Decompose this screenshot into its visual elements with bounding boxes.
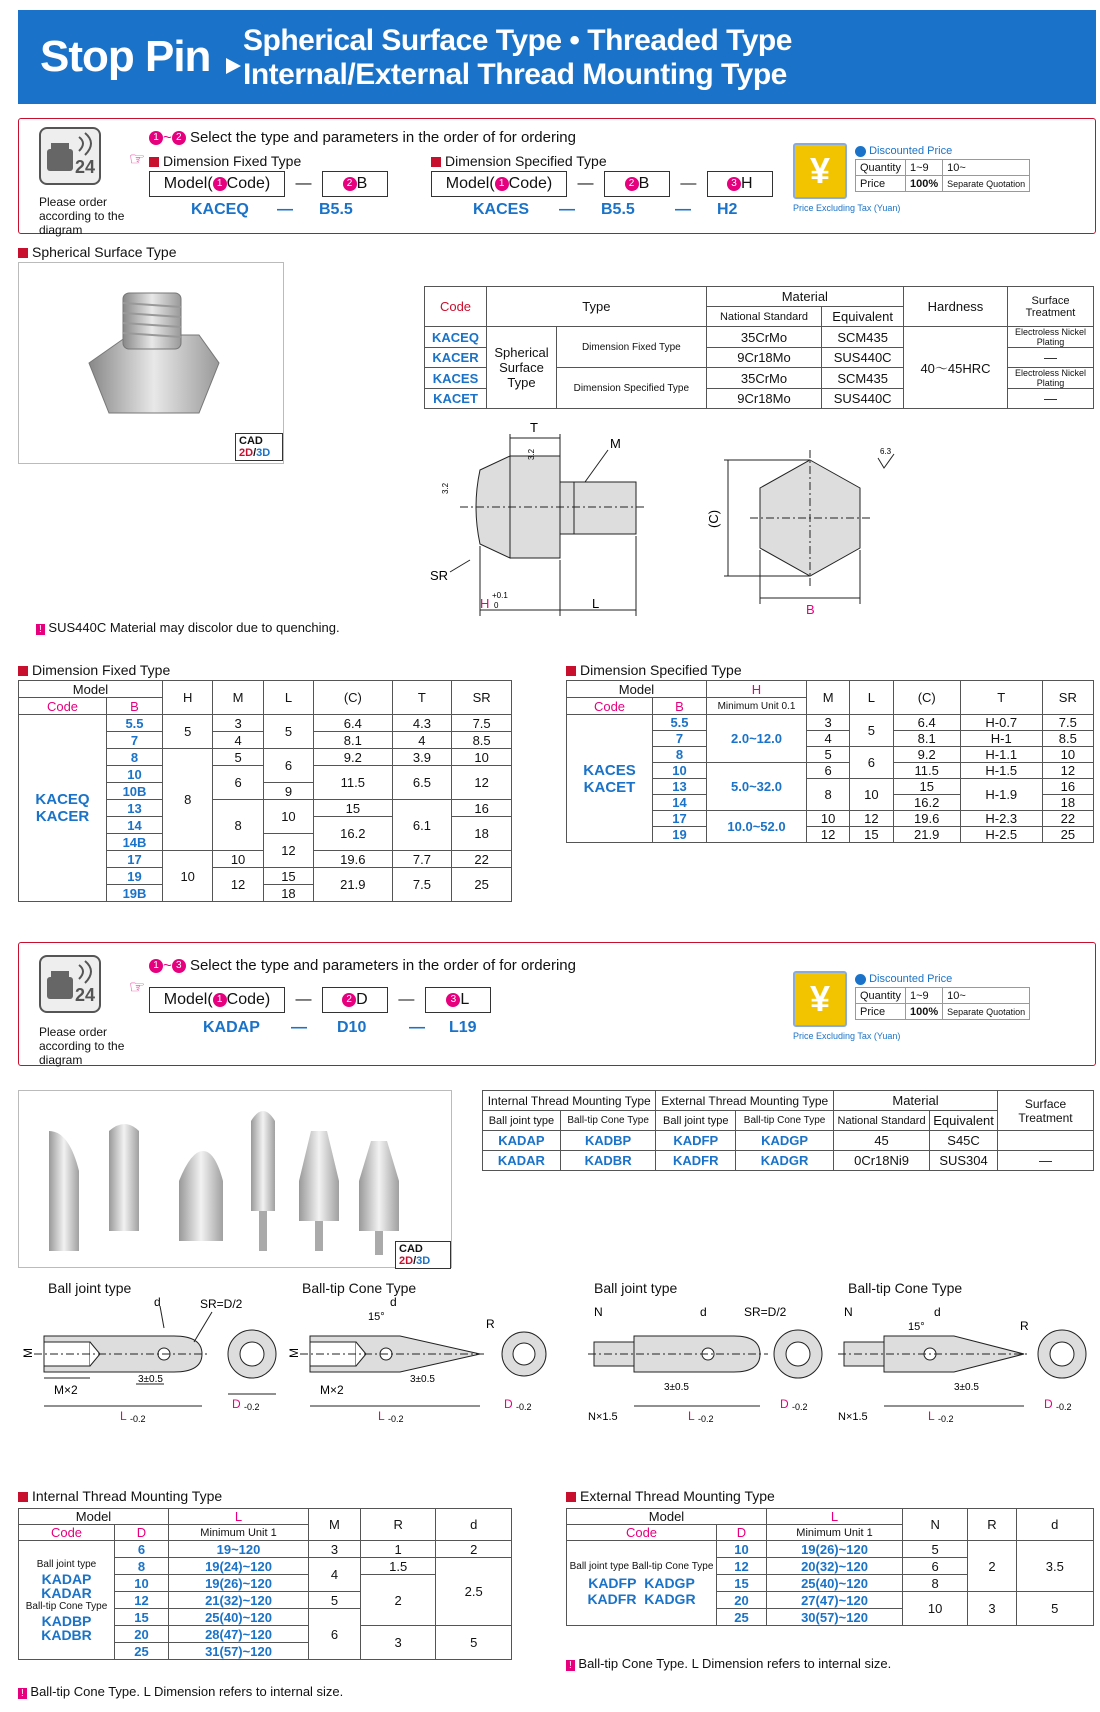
external-note: ! Ball-tip Cone Type. L Dimension refers to internal size. (566, 1656, 891, 1671)
svg-text:24: 24 (75, 985, 96, 1005)
code-kaceq[interactable]: KACEQ (425, 327, 487, 348)
svg-text:M×2: M×2 (320, 1383, 344, 1397)
svg-text:(C): (C) (706, 509, 721, 528)
svg-text:-0.2: -0.2 (698, 1414, 714, 1424)
b-param-box: 2 B (322, 171, 388, 197)
example-fixed-code: KACEQ (191, 201, 249, 218)
section-title-specified: Dimension Specified Type (566, 662, 742, 678)
spherical-note: ! SUS440C Material may discolor due to quenching. (36, 620, 340, 635)
svg-text:N: N (594, 1305, 603, 1319)
example-fixed-b: B5.5 (319, 201, 353, 218)
caption-ball-joint-ext: Ball joint type (594, 1280, 678, 1296)
page-title: Stop Pin (40, 32, 211, 81)
svg-text:0: 0 (494, 601, 499, 610)
order-instruction: 1 ~ 2 Select the type and parameters in the order of for ordering (149, 129, 576, 146)
page-subtitle: Spherical Surface Type • Threaded Type Internal/External Thread Mounting Type (243, 24, 792, 91)
code-kaces-link[interactable]: KACES (583, 761, 636, 779)
svg-text:R: R (486, 1317, 495, 1331)
svg-text:-0.2: -0.2 (1056, 1402, 1072, 1412)
phone-24h-icon (39, 127, 101, 185)
thread-pins-image (19, 1091, 453, 1269)
svg-text:D: D (232, 1397, 241, 1411)
svg-text:-0.2: -0.2 (130, 1414, 146, 1424)
info-icon: ! (36, 624, 45, 635)
discount-table-2: Quantity 1~9 10~ Price 100% Separate Quotation (855, 987, 1030, 1020)
code-kaces[interactable]: KACES (425, 368, 487, 389)
caption-ball-joint-int: Ball joint type (48, 1280, 132, 1296)
yen-icon: ¥ (793, 143, 847, 199)
svg-text:SR=D/2: SR=D/2 (200, 1297, 243, 1311)
svg-text:-0.2: -0.2 (388, 1414, 404, 1424)
svg-text:R: R (1020, 1319, 1029, 1333)
code-kacer[interactable]: KACER (425, 348, 487, 368)
price-note: Price Excluding Tax (Yuan) (793, 203, 901, 213)
svg-text:D: D (1044, 1397, 1053, 1411)
svg-text:24: 24 (75, 157, 96, 177)
svg-text:M: M (610, 436, 621, 451)
product-photo-spherical (18, 262, 284, 464)
svg-text:15°: 15° (368, 1311, 385, 1323)
code-kacer-link[interactable]: KACER (35, 808, 90, 825)
svg-text:-0.2: -0.2 (244, 1402, 260, 1412)
order-hint: Please order according to the diagram (39, 195, 125, 237)
svg-text:d: d (390, 1295, 397, 1309)
svg-text:T: T (530, 420, 538, 435)
svg-text:N: N (844, 1305, 853, 1319)
svg-text:+0.1: +0.1 (492, 591, 508, 600)
svg-text:3±0.5: 3±0.5 (954, 1382, 979, 1393)
caption-cone-int: Ball-tip Cone Type (302, 1280, 417, 1296)
fixed-model-boxes: Model( 1 Code) — 2 B (149, 171, 409, 197)
arrow-right-icon (226, 58, 241, 74)
svg-text:L: L (592, 596, 600, 611)
svg-text:L: L (928, 1409, 935, 1423)
specified-type-table: Model H M L (C) T SR Code B Minimum Unit 0.1 KACES KACET 5.5 2.0~12.0 3 5 6.4 H-0.7 7.5 7 4 8.1 H-1 8.5 8 5 6 9.2 H-1.1 10 10 5.0~32.0 6 11.5 H-1.5 12 13 8 10 15 H-1.9 16 14 16.2 18 17 10.0~52.0 10 12 19.6 H-2.3 22 19 12 15 21.9 H-2.5 25 (566, 680, 1094, 843)
example-spec-code: KACES (473, 201, 530, 218)
order-box-2: 24 Please order according to the diagram ☞ 1 ~ 3 Select the type and parameters in the order of for ordering Model( 1 Code) — 2 D — 3 L KADAP — D10 — L19 ¥ Discounted Price Quantity 1~9 10~ Price 100% Separate Quotation Price Excluding Tax (Yuan) (18, 942, 1096, 1066)
svg-text:3±0.5: 3±0.5 (664, 1382, 689, 1393)
svg-text:H: H (480, 596, 490, 611)
phone-24h-icon-2 (39, 955, 101, 1013)
specified-type-label: Dimension Specified Type (431, 153, 607, 169)
svg-text:B: B (806, 602, 815, 617)
svg-text:-0.2: -0.2 (938, 1414, 954, 1424)
step-2-badge: 2 (172, 131, 186, 145)
spherical-side-drawing (420, 420, 650, 630)
drawing-ext-ball (584, 1298, 844, 1428)
fixed-type-label: Dimension Fixed Type (149, 153, 301, 169)
section-title-internal: Internal Thread Mounting Type (18, 1488, 222, 1504)
code-kacet-link[interactable]: KACET (583, 778, 636, 796)
svg-text:15°: 15° (908, 1321, 925, 1333)
spherical-hex-drawing (700, 440, 920, 620)
spec-model-boxes: Model( 1 Code) — 2 B — 3 H (431, 171, 791, 197)
svg-text:SR=D/2: SR=D/2 (744, 1305, 787, 1319)
product-photo-thread (18, 1090, 452, 1268)
svg-text:3.2: 3.2 (441, 482, 450, 494)
order-box-1: 24 Please order according to the diagram ☞ 1 ~ 2 Select the type and parameters in the order of for ordering Dimension Fixed Type Dimension Specified Type Model( 1 Code) — 2 B KACEQ — B5.5 Model( 1 Code) — 2 B — 3 H KACES — B5.5 — H2 ¥ Discounted Price Quantity 1~9 10~ Price 100% Separate Quotation Price Excluding Tax (Yuan) (18, 118, 1096, 234)
fixed-type-table: Model H M L (C) T SR Code B KACEQ KACER 5.5 5 3 5 6.4 4.3 7.5 7 4 8.1 4 8.5 8 8 5 6 9.2 3.9 10 10 6 11.5 6.5 12 10B 9 13 8 10 15 6.1 16 14 16.2 18 14B 12 17 10 10 19.6 7.7 22 19 12 15 21.9 7.5 25 19B 18 (18, 680, 512, 902)
svg-text:D: D (780, 1397, 789, 1411)
model-code-box: Model( 1 Code) (149, 171, 285, 197)
cad-badge-2[interactable]: CAD 2D/3D (395, 1241, 451, 1269)
thread-material-table: Internal Thread Mounting Type External Thread Mounting Type Material Surface Treatment Ball joint type Ball-tip Cone Type Ball joint type Ball-tip Cone Type National Standard Equivalent KADAP KADBP KADFP KADGP 45 S45C KADAR KADBR KADFR KADGR 0Cr18Ni9 SUS304 — (482, 1090, 1094, 1171)
yen-icon-2: ¥ (793, 971, 847, 1027)
svg-text:3±0.5: 3±0.5 (410, 1374, 435, 1385)
info-icon-3: ! (566, 1660, 575, 1671)
svg-text:d: d (934, 1305, 941, 1319)
svg-text:L: L (120, 1409, 127, 1423)
spherical-material-table: Code Type Material Hardness Surface Treatment National Standard Equivalent KACEQ Spherical Surface Type Dimension Fixed Type 35CrMo SCM435 40～45HRC Electroless Nickel Plating KACER 9Cr18Mo SUS440C — KACES Dimension Specified Type 35CrMo SCM435 Electroless Nickel Plating KACET 9Cr18Mo SUS440C — (424, 286, 1094, 409)
section-title-fixed: Dimension Fixed Type (18, 662, 170, 678)
section-title-spherical: Spherical Surface Type (18, 244, 177, 260)
svg-text:M: M (21, 1348, 35, 1358)
drawing-ext-cone (834, 1298, 1096, 1428)
pointing-hand-icon: ☞ (129, 149, 146, 169)
info-icon-2: ! (18, 1688, 27, 1699)
svg-text:3.2: 3.2 (527, 448, 536, 460)
svg-text:D: D (504, 1397, 513, 1411)
svg-text:N×1.5: N×1.5 (838, 1411, 868, 1423)
svg-text:3±0.5: 3±0.5 (138, 1374, 163, 1385)
drawing-int-cone (287, 1295, 560, 1428)
svg-text:d: d (700, 1305, 707, 1319)
svg-text:L: L (378, 1409, 385, 1423)
svg-text:-0.2: -0.2 (516, 1402, 532, 1412)
header-banner (18, 10, 1096, 104)
svg-text:SR: SR (430, 568, 449, 583)
discount-table: Quantity 1~9 10~ Price 100% Separate Quotation (855, 159, 1030, 192)
discount-title: Discounted Price (855, 145, 952, 157)
internal-note: ! Ball-tip Cone Type. L Dimension refers to internal size. (18, 1684, 343, 1699)
svg-text:M: M (287, 1348, 301, 1358)
code-kaceq-link[interactable]: KACEQ (35, 791, 90, 808)
svg-text:6.3: 6.3 (880, 447, 892, 456)
svg-text:-0.2: -0.2 (792, 1402, 808, 1412)
pointing-hand-icon-2: ☞ (129, 977, 146, 997)
cad-badge[interactable]: CAD 2D/3D (235, 433, 283, 461)
h-param-box: 3 H (707, 171, 773, 197)
order2-model-boxes: Model( 1 Code) — 2 D — 3 L (149, 987, 549, 1013)
svg-text:d: d (154, 1295, 161, 1309)
svg-text:M×2: M×2 (54, 1383, 78, 1397)
code-kacet[interactable]: KACET (425, 389, 487, 409)
svg-text:L: L (688, 1409, 695, 1423)
svg-text:N×1.5: N×1.5 (588, 1411, 618, 1423)
external-thread-table: Model L N R d Code D Minimum Unit 1 Ball joint type Ball-tip Cone Type KADFP KADGP KADFR KADGR 10 19(26)~120 5 2 3.5 12 20(32)~120 6 15 25(40)~120 8 20 27(47)~120 10 3 5 25 30(57)~120 (566, 1508, 1094, 1626)
internal-thread-table: Model L M R d Code D Minimum Unit 1 Ball joint type KADAP KADAR Ball-tip Cone Type KADBP KADBR 6 19~120 3 1 2 8 19(24)~120 4 1.5 2.5 10 19(26)~120 2 12 21(32)~120 5 15 25(40)~120 6 20 28(47)~120 3 5 25 31(57)~120 (18, 1508, 512, 1660)
caption-cone-ext: Ball-tip Cone Type (848, 1280, 963, 1296)
step-1-badge: 1 (149, 131, 163, 145)
section-title-external: External Thread Mounting Type (566, 1488, 775, 1504)
drawing-int-ball (21, 1295, 294, 1428)
